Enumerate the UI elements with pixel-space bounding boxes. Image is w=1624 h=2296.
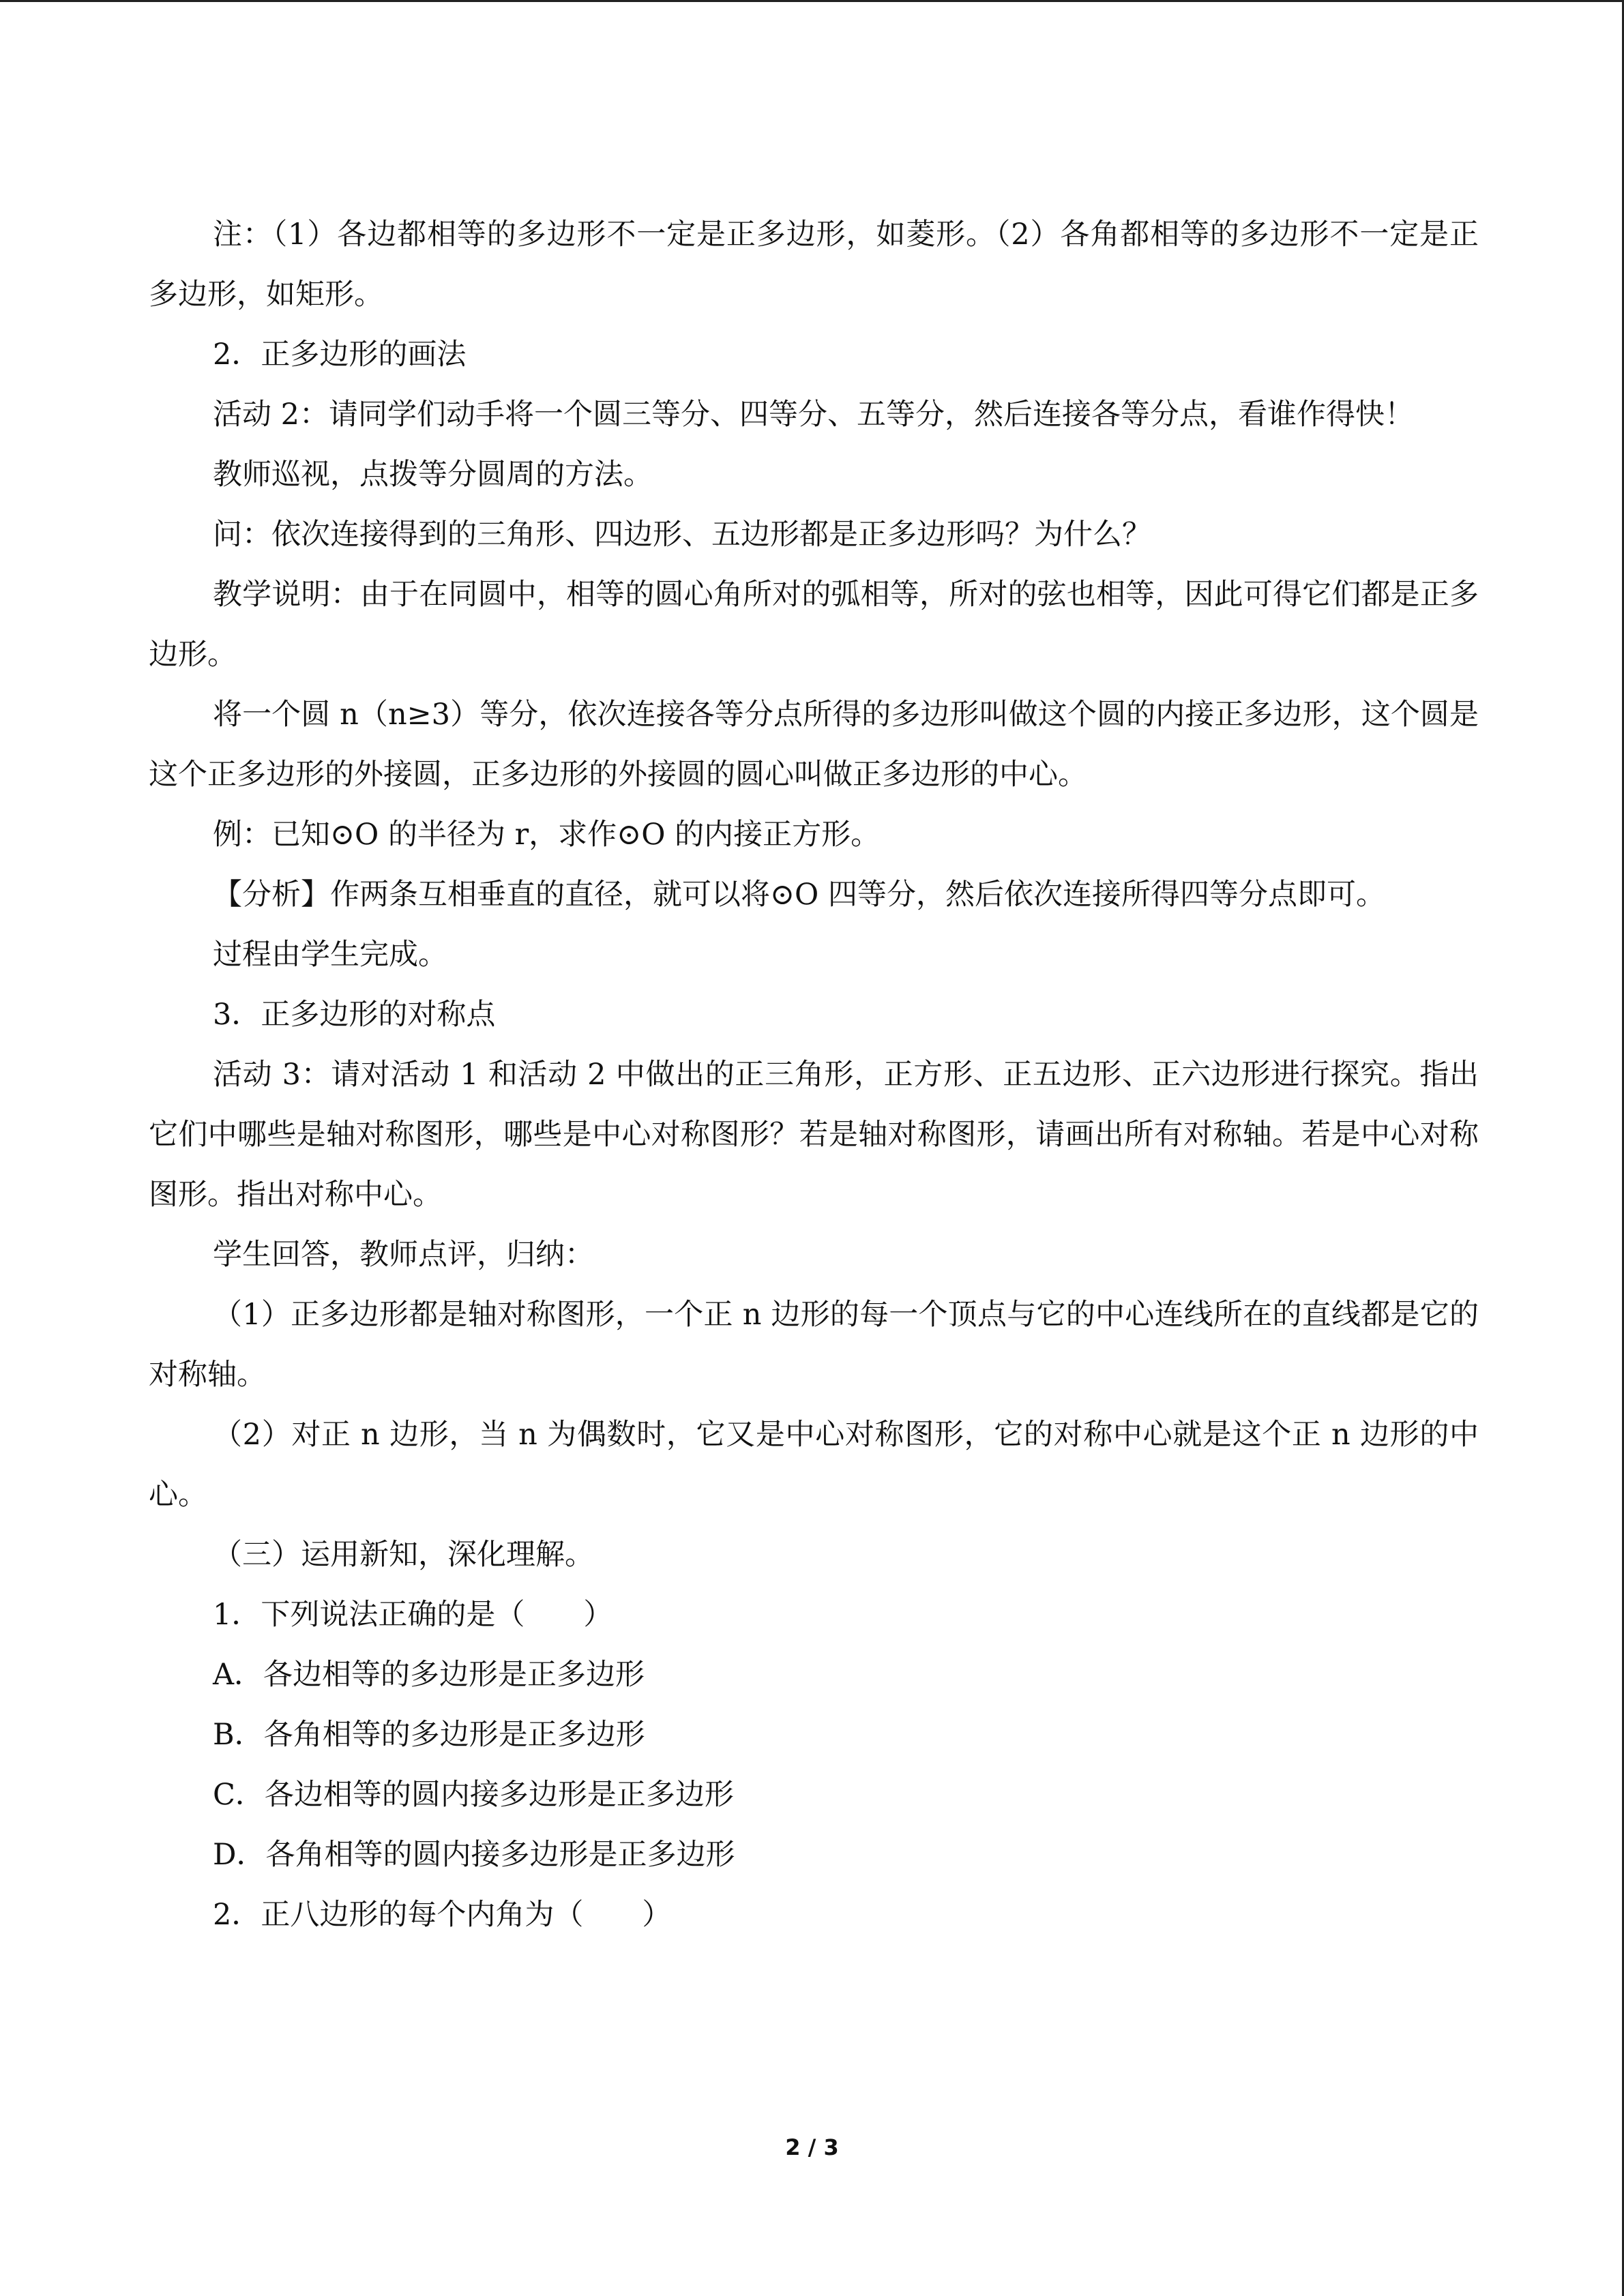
question-paragraph: 问：依次连接得到的三角形、四边形、五边形都是正多边形吗？为什么？ <box>213 518 1151 552</box>
activity-2-paragraph: 活动 2：请同学们动手将一个圆三等分、四等分、五等分，然后连接各等分点，看谁作得快！ <box>213 398 1415 432</box>
example-paragraph: 例：已知⊙O 的半径为 r，求作⊙O 的内接正方形。 <box>213 818 881 852</box>
exercise-1-option-c: C．各边相等的圆内接多边形是正多边形 <box>213 1778 734 1812</box>
activity-3-paragraph: 活动 3：请对活动 1 和活动 2 中做出的正三角形，正方形、正五边形、正六边形进行探究。指出它们中哪些是轴对称图形，哪些是中心对称图形？若是轴对称图形，请画出所有对称轴。若是中心对称图形。指出对称中心。 <box>149 1058 1479 1212</box>
exercise-1-option-b: B．各角相等的多边形是正多边形 <box>213 1718 645 1752</box>
teaching-note-paragraph: 教学说明：由于在同圆中，相等的圆心角所对的弧相等，所对的弦也相等，因此可得它们都是正多边形。 <box>149 578 1479 672</box>
document-body <box>149 205 1479 1945</box>
analysis-paragraph: 【分析】作两条互相垂直的直径，就可以将⊙O 四等分，然后依次连接所得四等分点即可。 <box>213 878 1385 912</box>
exercise-1-option-d: D．各角相等的圆内接多边形是正多边形 <box>213 1838 735 1872</box>
exercise-2-question: 2．正八边形的每个内角为（ ） <box>213 1898 672 1932</box>
page-top-border <box>0 0 1624 2</box>
note-paragraph: 注：（1）各边都相等的多边形不一定是正多边形，如菱形。（2）各角都相等的多边形不一定是正多边形，如矩形。 <box>149 218 1479 312</box>
section-heading-application: （三）运用新知，深化理解。 <box>213 1538 594 1572</box>
definition-paragraph: 将一个圆 n（n≥3）等分，依次连接各等分点所得的多边形叫做这个圆的内接正多边形，这个圆是这个正多边形的外接圆，正多边形的外接圆的圆心叫做正多边形的中心。 <box>149 698 1479 792</box>
teacher-guidance-paragraph: 教师巡视，点拨等分圆周的方法。 <box>213 458 653 492</box>
summary-intro-paragraph: 学生回答，教师点评，归纳： <box>213 1238 594 1272</box>
section-heading-symmetry: 3．正多边形的对称点 <box>213 998 496 1032</box>
summary-point-1: （1）正多边形都是轴对称图形，一个正 n 边形的每一个顶点与它的中心连线所在的直线都是它的对称轴。 <box>149 1298 1479 1392</box>
summary-point-2: （2）对正 n 边形，当 n 为偶数时，它又是中心对称图形，它的对称中心就是这个正 n 边形的中心。 <box>149 1418 1479 1512</box>
process-paragraph: 过程由学生完成。 <box>213 938 447 972</box>
exercise-1-option-a: A．各边相等的多边形是正多边形 <box>213 1658 645 1692</box>
section-heading-drawing-method: 2．正多边形的画法 <box>213 338 467 372</box>
page-number: 2 / 3 <box>785 2134 839 2160</box>
exercise-1-question: 1．下列说法正确的是（ ） <box>213 1598 613 1632</box>
